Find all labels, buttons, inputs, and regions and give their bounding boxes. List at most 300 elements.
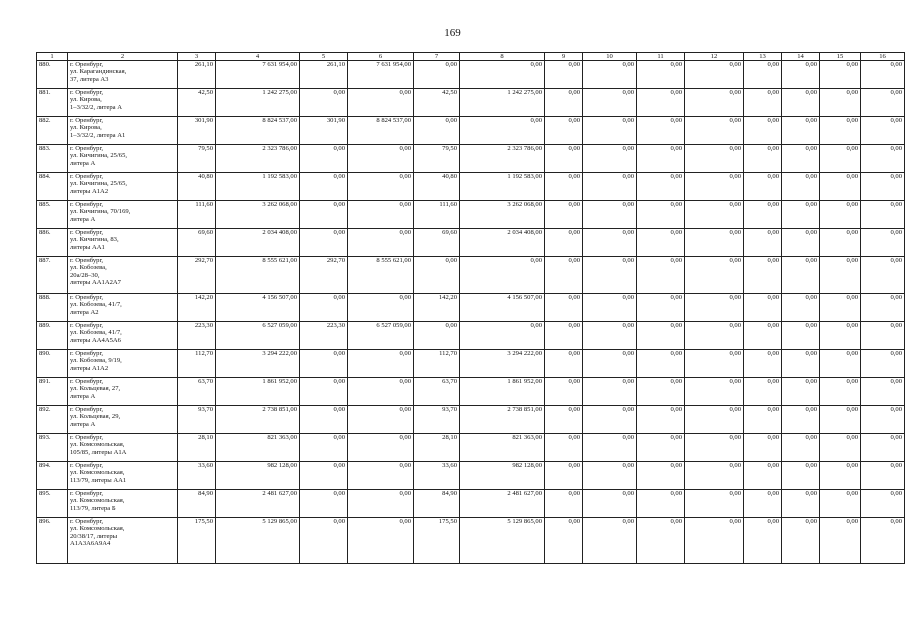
value-cell-c7: 63,70 (414, 378, 460, 406)
value-cell-c14: 0,00 (782, 229, 820, 257)
value-cell-c5: 0,00 (300, 201, 348, 229)
value-cell-c3: 33,60 (178, 462, 216, 490)
value-cell-c12: 0,00 (685, 434, 744, 462)
address-line: 113/79, литеры АА1 (70, 476, 127, 484)
value-cell-c6: 0,00 (348, 378, 414, 406)
value-cell-c5: 223,30 (300, 322, 348, 350)
value-cell-c4: 6 527 059,00 (216, 322, 300, 350)
value-cell-c11: 0,00 (637, 462, 685, 490)
table-row (37, 117, 905, 145)
value-cell-c16: 0,00 (861, 229, 905, 257)
address-line: г. Оренбург, (70, 145, 104, 152)
value-cell-c14: 0,00 (782, 434, 820, 462)
value-cell-c12: 0,00 (685, 61, 744, 89)
housing-fund-table (36, 52, 905, 564)
address-line: ул. Карагандинская, (70, 68, 127, 76)
value-cell-c9: 0,00 (545, 434, 583, 462)
address-cell (68, 378, 178, 406)
value-cell-c5: 0,00 (300, 378, 348, 406)
row-number: 883. (37, 145, 68, 173)
address-line: ул. Кирова, (70, 124, 102, 132)
value-cell-c3: 84,90 (178, 490, 216, 518)
value-cell-c16: 0,00 (861, 406, 905, 434)
table-row (37, 201, 905, 229)
value-cell-c11: 0,00 (637, 518, 685, 564)
table-row (37, 406, 905, 434)
value-cell-c14: 0,00 (782, 61, 820, 89)
value-cell-c5: 0,00 (300, 406, 348, 434)
address-line: г. Оренбург, (70, 434, 104, 441)
value-cell-c15: 0,00 (820, 294, 861, 322)
value-cell-c5: 0,00 (300, 518, 348, 564)
value-cell-c10: 0,00 (583, 378, 637, 406)
value-cell-c11: 0,00 (637, 145, 685, 173)
value-cell-c7: 93,70 (414, 406, 460, 434)
table-row (37, 490, 905, 518)
value-cell-c9: 0,00 (545, 201, 583, 229)
value-cell-c14: 0,00 (782, 257, 820, 294)
value-cell-c8: 0,00 (460, 117, 545, 145)
address-line: литера А (70, 159, 96, 167)
value-cell-c3: 69,60 (178, 229, 216, 257)
value-cell-c4: 2 481 627,00 (216, 490, 300, 518)
value-cell-c10: 0,00 (583, 89, 637, 117)
value-cell-c12: 0,00 (685, 201, 744, 229)
value-cell-c8: 1 861 952,00 (460, 378, 545, 406)
value-cell-c12: 0,00 (685, 173, 744, 201)
column-number-5: 5 (300, 53, 348, 61)
value-cell-c7: 142,20 (414, 294, 460, 322)
value-cell-c10: 0,00 (583, 145, 637, 173)
address-line: литера А (70, 392, 96, 400)
value-cell-c3: 142,20 (178, 294, 216, 322)
value-cell-c12: 0,00 (685, 378, 744, 406)
address-line: ул. Кольцевая, 27, (70, 385, 121, 393)
value-cell-c3: 175,50 (178, 518, 216, 564)
value-cell-c15: 0,00 (820, 173, 861, 201)
value-cell-c12: 0,00 (685, 229, 744, 257)
value-cell-c10: 0,00 (583, 257, 637, 294)
value-cell-c6: 0,00 (348, 350, 414, 378)
column-number-1: 1 (37, 53, 68, 61)
value-cell-c9: 0,00 (545, 117, 583, 145)
row-number: 881. (37, 89, 68, 117)
value-cell-c8: 2 323 786,00 (460, 145, 545, 173)
value-cell-c7: 79,50 (414, 145, 460, 173)
value-cell-c14: 0,00 (782, 490, 820, 518)
value-cell-c16: 0,00 (861, 117, 905, 145)
value-cell-c5: 0,00 (300, 145, 348, 173)
value-cell-c6: 0,00 (348, 406, 414, 434)
value-cell-c15: 0,00 (820, 229, 861, 257)
value-cell-c8: 5 129 865,00 (460, 518, 545, 564)
address-line: ул. Кичигина, 83, (70, 236, 119, 244)
row-number: 896. (37, 518, 68, 564)
value-cell-c16: 0,00 (861, 173, 905, 201)
value-cell-c5: 0,00 (300, 173, 348, 201)
address-cell (68, 490, 178, 518)
value-cell-c11: 0,00 (637, 173, 685, 201)
row-number: 888. (37, 294, 68, 322)
address-line: г. Оренбург, (70, 406, 104, 413)
table-row (37, 294, 905, 322)
value-cell-c6: 0,00 (348, 518, 414, 564)
address-line: ул. Кобозева, 41/7, (70, 329, 122, 337)
value-cell-c10: 0,00 (583, 350, 637, 378)
address-line: ул. Комсомольская, (70, 525, 125, 533)
value-cell-c13: 0,00 (744, 406, 782, 434)
address-cell (68, 89, 178, 117)
value-cell-c9: 0,00 (545, 322, 583, 350)
column-number-16: 16 (861, 53, 905, 61)
value-cell-c5: 0,00 (300, 294, 348, 322)
value-cell-c6: 0,00 (348, 462, 414, 490)
value-cell-c7: 0,00 (414, 61, 460, 89)
row-number: 884. (37, 173, 68, 201)
value-cell-c9: 0,00 (545, 294, 583, 322)
value-cell-c5: 0,00 (300, 89, 348, 117)
value-cell-c3: 112,70 (178, 350, 216, 378)
column-number-12: 12 (685, 53, 744, 61)
value-cell-c5: 0,00 (300, 350, 348, 378)
value-cell-c14: 0,00 (782, 294, 820, 322)
address-line: литеры АА1А2А7 (70, 278, 121, 286)
address-line: литеры АА4А5А6 (70, 336, 121, 344)
address-line: г. Оренбург, (70, 350, 104, 357)
value-cell-c5: 0,00 (300, 462, 348, 490)
value-cell-c9: 0,00 (545, 257, 583, 294)
value-cell-c16: 0,00 (861, 89, 905, 117)
value-cell-c4: 1 861 952,00 (216, 378, 300, 406)
value-cell-c3: 292,70 (178, 257, 216, 294)
value-cell-c12: 0,00 (685, 117, 744, 145)
value-cell-c11: 0,00 (637, 378, 685, 406)
value-cell-c14: 0,00 (782, 462, 820, 490)
row-number: 892. (37, 406, 68, 434)
value-cell-c4: 8 555 621,00 (216, 257, 300, 294)
value-cell-c15: 0,00 (820, 322, 861, 350)
table-row (37, 89, 905, 117)
value-cell-c9: 0,00 (545, 173, 583, 201)
value-cell-c4: 3 262 068,00 (216, 201, 300, 229)
value-cell-c9: 0,00 (545, 490, 583, 518)
address-line: 105/85, литеры А1А (70, 448, 127, 456)
row-number: 880. (37, 61, 68, 89)
value-cell-c12: 0,00 (685, 257, 744, 294)
address-line: ул. Комсомольская, (70, 497, 125, 505)
value-cell-c15: 0,00 (820, 462, 861, 490)
address-line: литера А (70, 215, 96, 223)
value-cell-c6: 6 527 059,00 (348, 322, 414, 350)
value-cell-c3: 223,30 (178, 322, 216, 350)
value-cell-c4: 982 128,00 (216, 462, 300, 490)
value-cell-c10: 0,00 (583, 490, 637, 518)
column-number-6: 6 (348, 53, 414, 61)
address-cell (68, 406, 178, 434)
value-cell-c4: 2 323 786,00 (216, 145, 300, 173)
value-cell-c14: 0,00 (782, 406, 820, 434)
value-cell-c3: 79,50 (178, 145, 216, 173)
address-cell (68, 201, 178, 229)
value-cell-c3: 40,80 (178, 173, 216, 201)
value-cell-c8: 3 262 068,00 (460, 201, 545, 229)
page-number: 169 (444, 27, 461, 39)
value-cell-c10: 0,00 (583, 173, 637, 201)
value-cell-c13: 0,00 (744, 322, 782, 350)
value-cell-c6: 8 824 537,00 (348, 117, 414, 145)
address-line: литера А2 (70, 308, 99, 316)
row-number: 885. (37, 201, 68, 229)
address-line: ул. Кирова, (70, 96, 102, 104)
value-cell-c8: 0,00 (460, 257, 545, 294)
value-cell-c15: 0,00 (820, 201, 861, 229)
column-number-4: 4 (216, 53, 300, 61)
address-line: ул. Кичигина, 25/65, (70, 180, 128, 188)
value-cell-c8: 0,00 (460, 322, 545, 350)
value-cell-c14: 0,00 (782, 89, 820, 117)
value-cell-c7: 0,00 (414, 117, 460, 145)
value-cell-c16: 0,00 (861, 322, 905, 350)
address-line: ул. Кольцевая, 29, (70, 413, 121, 421)
value-cell-c4: 2 738 851,00 (216, 406, 300, 434)
value-cell-c11: 0,00 (637, 257, 685, 294)
table-row (37, 229, 905, 257)
table-row (37, 462, 905, 490)
value-cell-c13: 0,00 (744, 490, 782, 518)
value-cell-c13: 0,00 (744, 61, 782, 89)
value-cell-c8: 3 294 222,00 (460, 350, 545, 378)
address-line: г. Оренбург, (70, 89, 104, 96)
value-cell-c12: 0,00 (685, 462, 744, 490)
value-cell-c12: 0,00 (685, 145, 744, 173)
value-cell-c3: 261,10 (178, 61, 216, 89)
value-cell-c3: 63,70 (178, 378, 216, 406)
table-row (37, 322, 905, 350)
address-line: ул. Комсомольская, (70, 469, 125, 477)
row-number: 893. (37, 434, 68, 462)
column-number-13: 13 (744, 53, 782, 61)
value-cell-c15: 0,00 (820, 117, 861, 145)
value-cell-c16: 0,00 (861, 434, 905, 462)
value-cell-c8: 2 481 627,00 (460, 490, 545, 518)
value-cell-c9: 0,00 (545, 406, 583, 434)
value-cell-c12: 0,00 (685, 406, 744, 434)
value-cell-c8: 2 738 851,00 (460, 406, 545, 434)
value-cell-c16: 0,00 (861, 350, 905, 378)
address-line: ул. Кобозева, (70, 264, 107, 272)
value-cell-c13: 0,00 (744, 462, 782, 490)
value-cell-c7: 42,50 (414, 89, 460, 117)
row-number: 886. (37, 229, 68, 257)
value-cell-c11: 0,00 (637, 89, 685, 117)
column-number-7: 7 (414, 53, 460, 61)
value-cell-c6: 0,00 (348, 490, 414, 518)
value-cell-c13: 0,00 (744, 257, 782, 294)
table-row (37, 61, 905, 89)
value-cell-c6: 0,00 (348, 434, 414, 462)
value-cell-c16: 0,00 (861, 378, 905, 406)
value-cell-c4: 821 363,00 (216, 434, 300, 462)
value-cell-c11: 0,00 (637, 117, 685, 145)
value-cell-c9: 0,00 (545, 61, 583, 89)
value-cell-c6: 0,00 (348, 173, 414, 201)
value-cell-c14: 0,00 (782, 322, 820, 350)
value-cell-c7: 33,60 (414, 462, 460, 490)
value-cell-c14: 0,00 (782, 518, 820, 564)
column-number-8: 8 (460, 53, 545, 61)
value-cell-c10: 0,00 (583, 462, 637, 490)
value-cell-c13: 0,00 (744, 173, 782, 201)
address-line: г. Оренбург, (70, 61, 104, 68)
value-cell-c9: 0,00 (545, 145, 583, 173)
value-cell-c10: 0,00 (583, 434, 637, 462)
value-cell-c9: 0,00 (545, 350, 583, 378)
value-cell-c8: 982 128,00 (460, 462, 545, 490)
table-row (37, 257, 905, 294)
value-cell-c6: 7 631 954,00 (348, 61, 414, 89)
value-cell-c3: 111,60 (178, 201, 216, 229)
value-cell-c12: 0,00 (685, 490, 744, 518)
value-cell-c12: 0,00 (685, 518, 744, 564)
address-line: г. Оренбург, (70, 173, 104, 180)
table-row (37, 145, 905, 173)
value-cell-c8: 2 034 408,00 (460, 229, 545, 257)
value-cell-c16: 0,00 (861, 257, 905, 294)
value-cell-c11: 0,00 (637, 434, 685, 462)
value-cell-c16: 0,00 (861, 201, 905, 229)
value-cell-c11: 0,00 (637, 201, 685, 229)
value-cell-c15: 0,00 (820, 257, 861, 294)
value-cell-c6: 0,00 (348, 229, 414, 257)
address-line: ул. Комсомольская, (70, 441, 125, 449)
address-line: ул. Кобозева, 9/19, (70, 357, 122, 365)
value-cell-c15: 0,00 (820, 518, 861, 564)
address-cell (68, 322, 178, 350)
value-cell-c10: 0,00 (583, 201, 637, 229)
value-cell-c7: 84,90 (414, 490, 460, 518)
value-cell-c8: 1 242 275,00 (460, 89, 545, 117)
address-cell (68, 350, 178, 378)
address-line: ул. Кичигина, 25/65, (70, 152, 128, 160)
value-cell-c11: 0,00 (637, 61, 685, 89)
address-line: г. Оренбург, (70, 518, 104, 525)
value-cell-c14: 0,00 (782, 201, 820, 229)
address-line: литеры АА1 (70, 243, 105, 251)
value-cell-c4: 5 129 865,00 (216, 518, 300, 564)
value-cell-c13: 0,00 (744, 434, 782, 462)
value-cell-c15: 0,00 (820, 89, 861, 117)
value-cell-c15: 0,00 (820, 350, 861, 378)
value-cell-c8: 4 156 507,00 (460, 294, 545, 322)
value-cell-c11: 0,00 (637, 229, 685, 257)
row-number: 894. (37, 462, 68, 490)
value-cell-c9: 0,00 (545, 229, 583, 257)
value-cell-c5: 301,90 (300, 117, 348, 145)
value-cell-c7: 0,00 (414, 322, 460, 350)
value-cell-c6: 0,00 (348, 145, 414, 173)
address-line: ул. Кичигина, 70/169, (70, 208, 131, 216)
value-cell-c5: 292,70 (300, 257, 348, 294)
value-cell-c7: 69,60 (414, 229, 460, 257)
address-cell (68, 294, 178, 322)
value-cell-c13: 0,00 (744, 229, 782, 257)
value-cell-c16: 0,00 (861, 490, 905, 518)
row-number: 891. (37, 378, 68, 406)
value-cell-c15: 0,00 (820, 490, 861, 518)
value-cell-c4: 8 824 537,00 (216, 117, 300, 145)
value-cell-c4: 4 156 507,00 (216, 294, 300, 322)
value-cell-c6: 0,00 (348, 201, 414, 229)
value-cell-c11: 0,00 (637, 322, 685, 350)
address-cell (68, 434, 178, 462)
value-cell-c13: 0,00 (744, 145, 782, 173)
value-cell-c12: 0,00 (685, 89, 744, 117)
value-cell-c11: 0,00 (637, 406, 685, 434)
value-cell-c15: 0,00 (820, 145, 861, 173)
address-cell (68, 462, 178, 490)
value-cell-c7: 0,00 (414, 257, 460, 294)
value-cell-c10: 0,00 (583, 294, 637, 322)
column-number-9: 9 (545, 53, 583, 61)
address-line: г. Оренбург, (70, 257, 104, 264)
value-cell-c7: 40,80 (414, 173, 460, 201)
value-cell-c6: 0,00 (348, 294, 414, 322)
value-cell-c9: 0,00 (545, 378, 583, 406)
value-cell-c14: 0,00 (782, 350, 820, 378)
address-line: 20а/28–30, (70, 271, 100, 279)
address-line: ул. Кобозева, 41/7, (70, 301, 122, 309)
address-cell (68, 173, 178, 201)
table-row (37, 378, 905, 406)
value-cell-c14: 0,00 (782, 117, 820, 145)
value-cell-c13: 0,00 (744, 117, 782, 145)
row-number: 882. (37, 117, 68, 145)
address-line: 113/79, литера Б (70, 504, 116, 512)
value-cell-c11: 0,00 (637, 350, 685, 378)
address-line: г. Оренбург, (70, 378, 104, 385)
value-cell-c4: 3 294 222,00 (216, 350, 300, 378)
value-cell-c8: 821 363,00 (460, 434, 545, 462)
row-number: 889. (37, 322, 68, 350)
address-line: г. Оренбург, (70, 229, 104, 236)
value-cell-c16: 0,00 (861, 518, 905, 564)
value-cell-c5: 261,10 (300, 61, 348, 89)
value-cell-c13: 0,00 (744, 201, 782, 229)
value-cell-c13: 0,00 (744, 378, 782, 406)
table-row (37, 350, 905, 378)
value-cell-c3: 42,50 (178, 89, 216, 117)
address-line: литеры А1А2 (70, 187, 109, 195)
address-line: г. Оренбург, (70, 201, 104, 208)
row-number: 887. (37, 257, 68, 294)
value-cell-c13: 0,00 (744, 294, 782, 322)
address-line: г. Оренбург, (70, 462, 104, 469)
address-line: литеры А1А2 (70, 364, 109, 372)
table-row (37, 518, 905, 564)
column-number-10: 10 (583, 53, 637, 61)
value-cell-c10: 0,00 (583, 322, 637, 350)
value-cell-c7: 175,50 (414, 518, 460, 564)
table-row (37, 173, 905, 201)
value-cell-c12: 0,00 (685, 294, 744, 322)
value-cell-c9: 0,00 (545, 462, 583, 490)
column-number-2: 2 (68, 53, 178, 61)
column-number-15: 15 (820, 53, 861, 61)
row-number: 890. (37, 350, 68, 378)
value-cell-c15: 0,00 (820, 61, 861, 89)
value-cell-c5: 0,00 (300, 490, 348, 518)
value-cell-c4: 1 192 583,00 (216, 173, 300, 201)
